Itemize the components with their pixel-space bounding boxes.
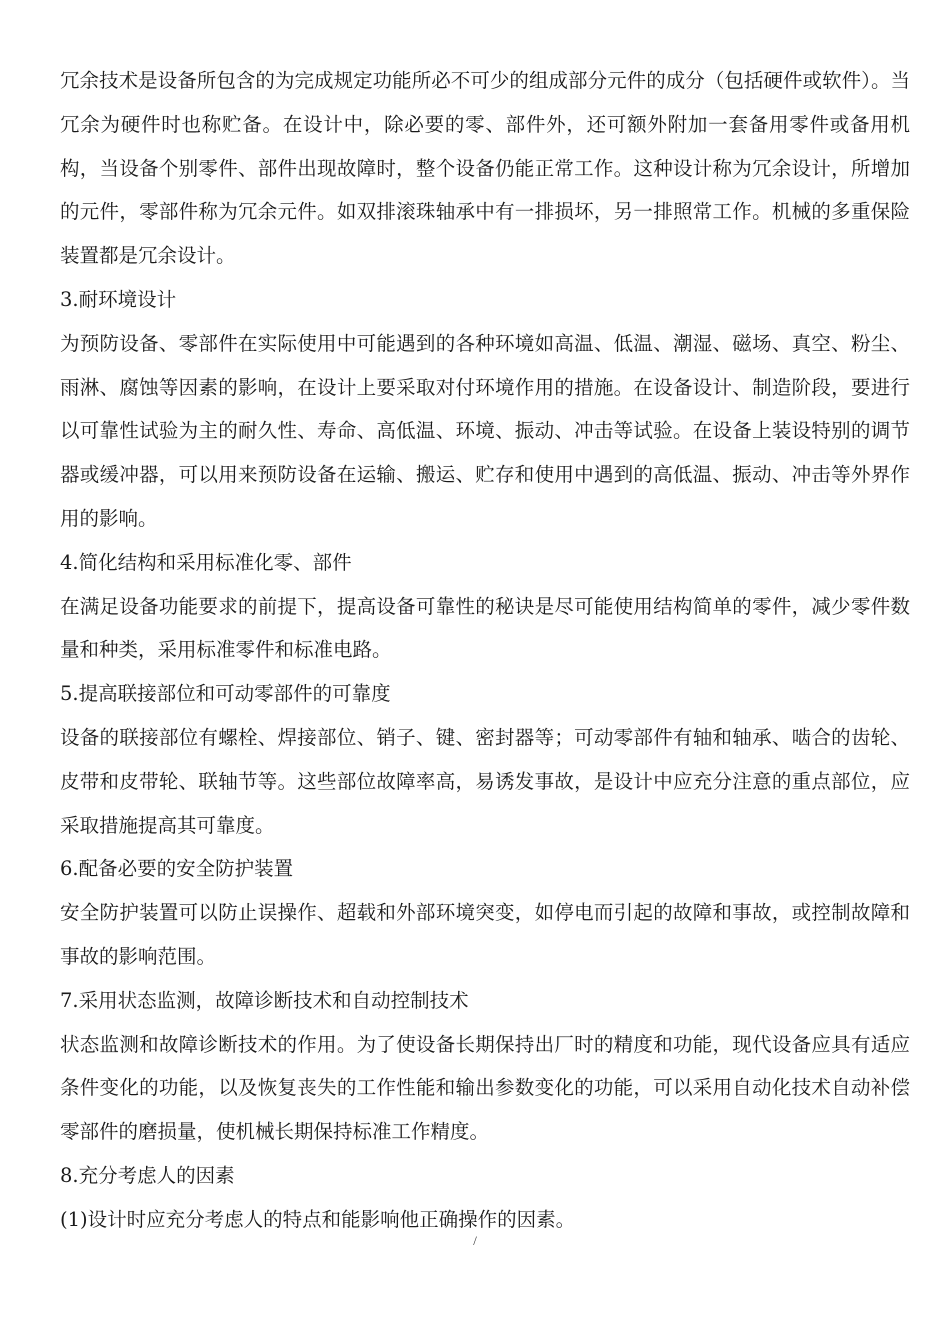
heading-joint-reliability: 5.提高联接部位和可动零部件的可靠度 <box>60 682 391 706</box>
paragraph-environment-design: 为预防设备、零部件在实际使用中可能遇到的各种环境如高温、低温、潮湿、磁场、真空、粉尘、雨淋、腐蚀等因素的影响，在设计上要采取对付环境作用的措施。在设备设计、制造阶段，要进行以可靠性试验为主的耐久性、寿命、高低温、环境、振动、冲击等试验。在设备上装设特别的调节器或缓冲器，可以用来预防设备在运输、搬运、贮存和使用中遇到的高低温、振动、冲击等外界作用的影响。 <box>60 331 910 530</box>
heading-monitoring-diagnosis: 7.采用状态监测，故障诊断技术和自动控制技术 <box>60 988 469 1012</box>
paragraph-simplify-structure: 在满足设备功能要求的前提下，提高设备可靠性的秘诀是尽可能使用结构简单的零件，减少零件数量和种类，采用标准零件和标准电路。 <box>60 594 910 662</box>
paragraph-joint-reliability: 设备的联接部位有螺栓、焊接部位、销子、键、密封器等；可动零部件有轴和轴承、啮合的齿轮、皮带和皮带轮、联轴节等。这些部位故障率高，易诱发事故，是设计中应充分注意的重点部位，应采取措施提高其可靠度。 <box>60 725 910 837</box>
heading-simplify-structure: 4.简化结构和采用标准化零、部件 <box>60 550 352 574</box>
page-footer-mark: / <box>473 1233 477 1248</box>
paragraph-redundancy: 冗余技术是设备所包含的为完成规定功能所必不可少的组成部分元件的成分（包括硬件或软件）。当冗余为硬件时也称贮备。在设计中，除必要的零、部件外，还可额外附加一套备用零件或备用机构，当设备个别零件、部件出现故障时，整个设备仍能正常工作。这种设计称为冗余设计，所增加的元件，零部件称为冗余元件。如双排滚珠轴承中有一排损坏，另一排照常工作。机械的多重保险装置都是冗余设计。 <box>60 69 910 268</box>
document-body <box>60 59 910 1242</box>
paragraph-human-factors: (1)设计时应充分考虑人的特点和能影响他正确操作的因素。 <box>60 1207 576 1231</box>
heading-environment-design: 3.耐环境设计 <box>60 287 177 311</box>
paragraph-monitoring-diagnosis: 状态监测和故障诊断技术的作用。为了使设备长期保持出厂时的精度和功能，现代设备应具有适应条件变化的功能，以及恢复丧失的工作性能和输出参数变化的功能，可以采用自动化技术自动补偿零部件的磨损量，使机械长期保持标准工作精度。 <box>60 1032 910 1144</box>
heading-human-factors: 8.充分考虑人的因素 <box>60 1163 235 1187</box>
heading-safety-devices: 6.配备必要的安全防护装置 <box>60 857 294 881</box>
paragraph-safety-devices: 安全防护装置可以防止误操作、超载和外部环境突变，如停电而引起的故障和事故，或控制故障和事故的影响范围。 <box>60 901 910 968</box>
